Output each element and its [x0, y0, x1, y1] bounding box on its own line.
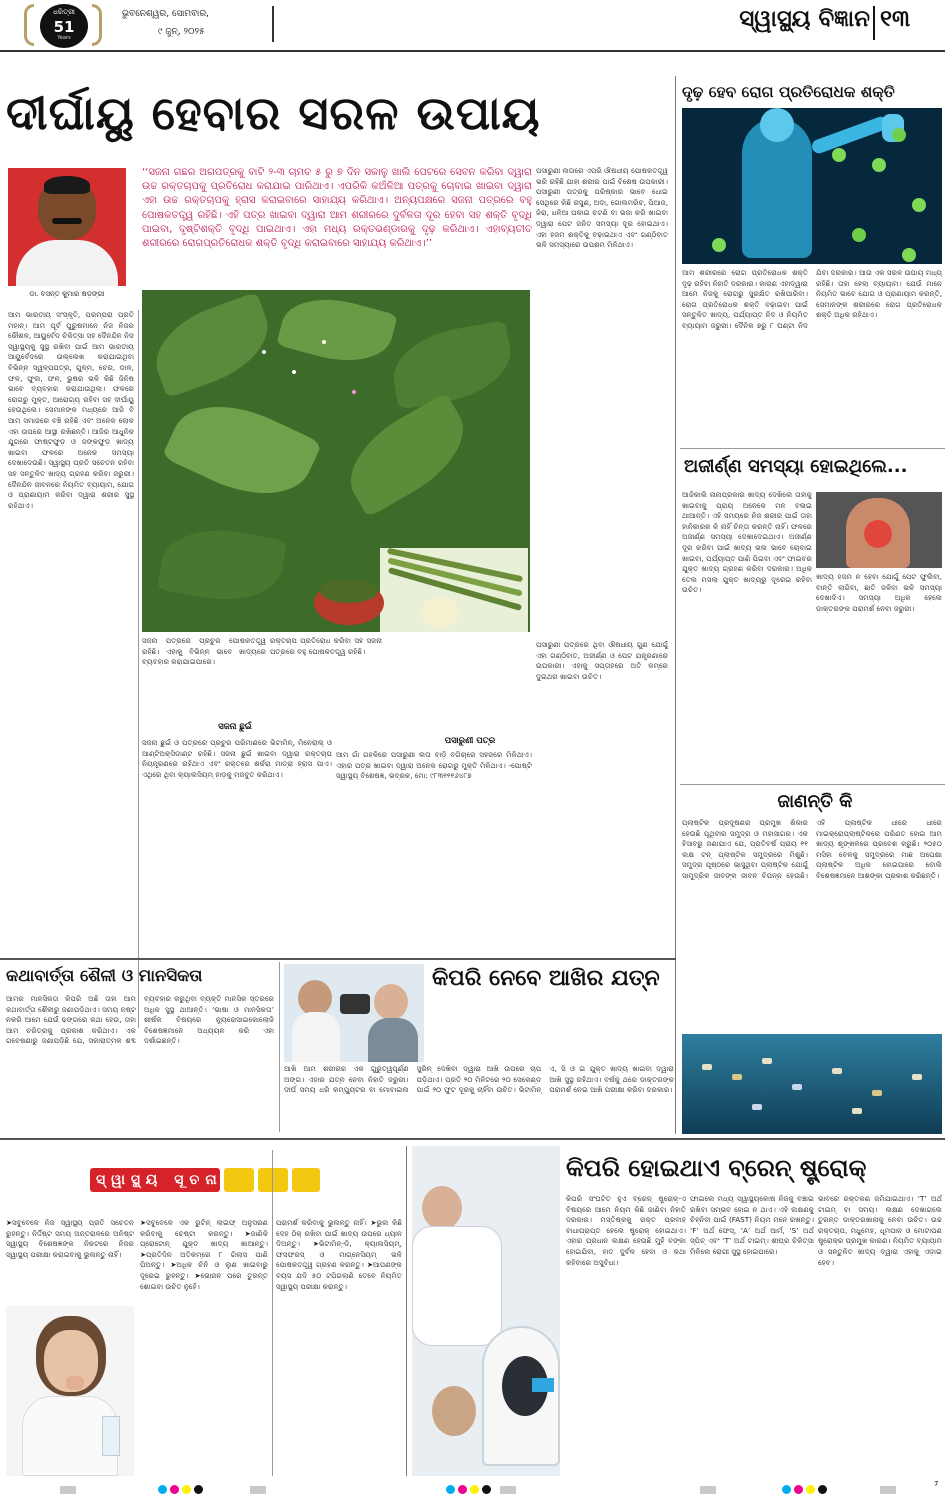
anniversary-logo: ଧରିତ୍ରୀ 51 Years [22, 2, 106, 50]
print-bar [700, 1486, 716, 1494]
immunity-body: ଆମ ଶରୀରରେ ରୋଗ ପ୍ରତିରୋଧକ ଶକ୍ତି ଦୃଢ଼ ରହିବା ନିହାତି ଦରକାର। କାରଣ ଏହାଦ୍ୱାରା ଆମେ ନିଜକୁ ରୋଗରୁ ସୁରକ୍ଷିତ ରଖିପାରିବା। ରୋଗ ପ୍ରତିରୋଧକ ଶକ୍ତି ବଢ଼ାଇବା ପାଇଁ ସନ୍ତୁଳିତ ଖାଦ୍ୟ, ପର୍ଯ୍ୟାପ୍ତ ନିଦ ଓ ନିୟମିତ ବ୍ୟାୟାମ ଜରୁରୀ। ଦୈନିକ ୭ରୁ ୮ ଘଣ୍ଟା ନିଦ ଯିବା ଦରକାର। ଆଉ ଏକ ସରଳ ଉପାୟ ମଧ୍ୟ ରହିଛି। ତାହା ହେଲା ବ୍ୟାୟାମ। ଯେଉଁ ମାନେ ନିୟମିତ ଭାବେ ଯୋଗ ଓ ପ୍ରାଣାୟାମ କରନ୍ତି, ସେମାନଙ୍କ ଶରୀରରେ ରୋଗ ପ୍ରତିରୋଧକ ଶକ୍ତି ଅଧିକ ରହିଥାଏ। [682, 268, 942, 330]
woman-pill-photo [6, 1306, 134, 1476]
subhead-pasaruni: ପସାରୁଣୀ ପତ୍ର [444, 736, 496, 746]
brain-scan-photo [412, 1146, 560, 1476]
tips-body-col1: ➤ସବୁବେଳେ ନିଜ ସ୍ୱାସ୍ଥ୍ୟ ପ୍ରତି ସଚେତନ ରୁହନ୍ତୁ। ନିର୍ଦ୍ଦିଷ୍ଟ ସମୟ ଅନ୍ତରାଳରେ ଅନିଷ୍ଟ ସ୍ୱାସ୍ଥ୍ୟ ବିଶେଷଜ୍ଞଙ୍କ ନିକଟରେ ନିଜର ସ୍ୱାସ୍ଥ୍ୟ ପରୀକ୍ଷା କରାଇବାକୁ ଭୁଲନ୍ତୁ ନାହିଁ। [6, 1218, 134, 1259]
lead-body-col2-lower: ପସାରୁଣୀ ପତ୍ରରେ ଥିବା ଔଷଧୀୟ ଗୁଣ ଯୋଗୁଁ ଏହା ଗଣ୍ଠିବାତ, ଅଜୀର୍ଣ୍ଣ ଓ ପେଟ ଯନ୍ତ୍ରଣାରେ ଉପକାରୀ। ଏହାକୁ ସପ୍ତାହରେ ଅତି କମ୍‌ରେ ଦୁଇଥର ଖାଇବା ଉଚିତ। [536, 640, 668, 681]
cyan-dot [446, 1485, 455, 1494]
dateline-place: ଭୁବନେଶ୍ୱର, ସୋମବାର, [122, 9, 210, 19]
yellow-dot [182, 1485, 191, 1494]
lead-body-col3: ରକ୍ତଚାପ ପ୍ରତିରୋଧ କରିବା ସହ ସଜନା ପତ୍ରରେ ବହୁ ପୋଷକତତ୍ତ୍ୱ ରହିଛି। [270, 636, 382, 656]
mind-headline: କଥାବାର୍ତ୍ତା ଶୈଳୀ ଓ ମାନସିକତା [6, 966, 203, 985]
stroke-headline: କିପରି ହୋଇଥାଏ ବ୍ରେନ୍ ଷ୍ଟ୍ରୋକ୍ [566, 1154, 867, 1182]
lead-body-sub1-intro: ସଜନା ପତ୍ରରେ ପ୍ରଚୁର ପୋଷକତତ୍ତ୍ୱ ରହିଛି। ଏହାକୁ ବିଭିନ୍ନ ଭାବେ ଖାଦ୍ୟରେ ବ୍ୟବହାର କରାଯାଇପାରେ। [142, 636, 266, 667]
magenta-dot [170, 1485, 179, 1494]
moringa-powder-bowl [310, 575, 390, 630]
pullquote: ‘‘ସଜନା ଗଛର ଅଗପତ୍ରକୁ ବାଟି ୨-୩ ଚାମଚ ୫ ରୁ ୭ ଦିନ ସକାଳୁ ଖାଲି ପେଟରେ ସେବନ କରିବା ଦ୍ୱାରା ଉଚ୍ଚ ରକ୍ତଚାପକୁ ପ୍ରତିରୋଧ କରାଯାଇ ପାରିଥାଏ। ଏପରିକି କଅଁଳିଆ ପତ୍ରକୁ ଚୋବାଇ ଖାଇବା ଦ୍ୱାରା ଏହା ଉଚ୍ଚ ରକ୍ତଚାପକୁ ହ୍ରାସ କରାଇବାରେ ସାହାଯ୍ୟ କରିଥାଏ। ଅନ୍ୟପକ୍ଷରେ ସଜନା ପତ୍ରରେ ବହୁ ପୋଷକତତ୍ତ୍ୱ ରହିଛି। ଏହି ପତ୍ର ଖାଇବା ଦ୍ୱାରା ଆମ ଶରୀରରେ ଦୁର୍ବଳତା ଦୂର ହେବା ସହ ଶକ୍ତି ବୃଦ୍ଧି ପାଇବା, ଦୃଷ୍ଟିଶକ୍ତି ବୃଦ୍ଧି ପାଇଥାଏ। ଏହା ମଧ୍ୟ ରକ୍ତଭଣ୍ଡାରକୁ ଦୃଢ଼ କରିଥାଏ। ଏହାବ୍ୟତୀତ ଶରୀରରେ ରୋଗପ୍ରତିରୋଧକ ଶକ୍ତି ବୃଦ୍ଧି କରାଇବାରେ ସାହାଯ୍ୟ କରିଥାଏ।’’ [142, 167, 532, 250]
page-mark: 7 [934, 1480, 939, 1488]
yellow-dot [806, 1485, 815, 1494]
dateline-date: ୯ ଜୁନ୍, ୨୦୨୫ [158, 27, 205, 37]
immunity-photo [682, 108, 942, 264]
print-bar [500, 1486, 516, 1494]
section-title: ସ୍ୱାସ୍ଥ୍ୟ ବିଜ୍ଞାନ [739, 6, 870, 32]
print-bar [250, 1486, 266, 1494]
yellow-dot [470, 1485, 479, 1494]
know-body: ପ୍ଲାଷ୍ଟିକ ପ୍ରଦୂଷଣର ପ୍ରମୁଖ ଶିକାର ହେଉଛି ପୃଥିବୀର ସମୁଦ୍ର ଓ ମହାସାଗର। ଏକ ହିସାବରୁ ଜଣାଯାଏ ଯେ, ପ୍ରତିବର୍ଷ ପ୍ରାୟ ୧୧ ଲକ୍ଷ ଟନ୍ ପ୍ଲାଷ୍ଟିକ ସମୁଦ୍ରରେ ମିଶୁଛି। ସମୁଦ୍ର ପୃଷ୍ଠରେ ଭାସୁଥିବା ପ୍ଲାଷ୍ଟିକ ଯୋଗୁଁ ସାମୁଦ୍ରିକ ଜୀବଙ୍କ ଜୀବନ ବିପନ୍ନ ହେଉଛି। ଏହି ପ୍ଲାଷ୍ଟିକ ଧୀରେ ଧୀରେ ମାଇକ୍ରୋପ୍ଲାଷ୍ଟିକରେ ପରିଣତ ହୋଇ ଆମ ଖାଦ୍ୟ ଶୃଙ୍ଖଳରେ ପ୍ରବେଶ କରୁଛି। ୨୦୫୦ ମସିହା ବେଳକୁ ସମୁଦ୍ରରେ ମାଛ ଅପେକ୍ଷା ପ୍ଲାଷ୍ଟିକ ଅଧିକ ହୋଇପାରେ ବୋଲି ବିଶେଷଜ୍ଞମାନେ ଆଶଙ୍କା ପ୍ରକାଶ କରିଛନ୍ତି। [682, 818, 942, 880]
print-bar [60, 1486, 76, 1494]
masthead [0, 0, 945, 76]
author-photo [8, 168, 126, 286]
print-bar [880, 1486, 896, 1494]
cyan-dot [158, 1485, 167, 1494]
indigestion-body-col1: ଆଜିକାଲି ନାନାପ୍ରକାର ଖାଦ୍ୟ ଦେଖିଲେ ତାହାକୁ ଖାଇବାକୁ ପ୍ରାୟ ଅନେକେ ମନ ବଳାଇ ଥାଆନ୍ତି। ଏହି ସମୟରେ ନିଜ ଶରୀର ପାଇଁ ତାହା ହାନିକାରକ କି ନାହିଁ ଚିନ୍ତା କରନ୍ତି ନାହିଁ। ଫଳରେ ଅଜୀର୍ଣ୍ଣ ସମସ୍ୟା ଦେଖାଦେଇଥାଏ। ଅଜୀର୍ଣ୍ଣ ଦୂର କରିବା ପାଇଁ ଖାଦ୍ୟ ଭଲ ଭାବେ ଚୋବାଇ ଖାଇବା, ପର୍ଯ୍ୟାପ୍ତ ପାଣି ପିଇବା ଏବଂ ଫାଇବର ଯୁକ୍ତ ଖାଦ୍ୟ ଗ୍ରହଣ କରିବା ଦରକାର। ଅଧିକ ତେଲ ମସଲା ଯୁକ୍ତ ଖାଦ୍ୟରୁ ଦୂରେଇ ରହିବା ଉଚିତ। [682, 490, 812, 595]
ocean-plastic-photo [682, 1034, 942, 1134]
magenta-dot [794, 1485, 803, 1494]
subhead-drumstick: ସଜନା ଛୁଇଁ [218, 722, 252, 732]
magenta-dot [458, 1485, 467, 1494]
lead-body-col2: ପସାରୁଣୀ ଲତାରେ ଏପରି ଔଷଧୀୟ ପୋଷକତତ୍ତ୍ୱ ଭରି ରହିଛି ଯାହା ଶରୀର ପାଇଁ ବିଶେଷ ଉପକାରୀ। ପସାରୁଣୀ ପତ୍ରକୁ ପରିଷ୍କାର ଭାବେ ଧୋଇ ସେଥିରେ କିଛି ରସୁଣ, ଅଦା, ଗୋଲମରିଚ, ପିଆଜ, ଜିରା, ଧନିଆ ପକାଇ ଚଟଣି ବା ଭଜା କରି ଖାଇବା ଦ୍ୱାରା ପେଟ ଜନିତ ସମସ୍ୟା ଦୂର ହୋଇଥାଏ। ଏହା ହଜମ ଶକ୍ତିକୁ ବଢ଼ାଇଥାଏ ଏବଂ ଗଣ୍ଠିବାତ ଭଳି ସମସ୍ୟାରେ ଉପଶମ ମିଳିଥାଏ। [536, 166, 668, 250]
stroke-body-col1: କିପରି ସଂଘଟିତ ହୁଏ ବ୍ରେନ୍ ଷ୍ଟ୍ରୋକ୍-ଏ ବିଷୟରେ ଆମେ ନିୟମ କିଛି ଜାଣିବା ନିହାତି ଦରକାର। ମସ୍ତିଷ୍କକୁ ରକ୍ତ ପ୍ରବାହ ବାଧାପ୍ରାପ୍ତ ହେଲେ ଷ୍ଟ୍ରୋକ୍ ହୋଇଥାଏ। ଏହାର ପ୍ରଧାନ ଲକ୍ଷଣ ହେଉଛି ମୁହଁ ବଙ୍କା ହୋଇଯିବା, ହାତ ଦୁର୍ବଳ ହେବା ଓ କଥା କହିବାରେ ଅସୁବିଧା। [566, 1194, 686, 1267]
eyes-headline: କିପରି ନେବେ ଆଖିର ଯତ୍ନ [432, 966, 660, 991]
black-dot [818, 1485, 827, 1494]
eye-exam-photo [284, 964, 424, 1062]
know-headline: ଜାଣନ୍ତି କି [777, 791, 853, 812]
stroke-body-col2: ଫାଇଲେ ମଧ୍ୟ ସ୍ୱାସ୍ଥ୍ୟକୋଷ ନିଜକୁ ବଞ୍ଚାଇ ରଖିବା ସମ୍ଭବ ହୋଇ ନ ଥାଏ। ଏହି ଲକ୍ଷଣକୁ ଚିହ୍ନିବା ପାଇଁ (FAST) ନିୟମ ମନେ ରଖନ୍ତୁ। ‘F’ ଅର୍ଥ ଫେସ୍, ‘A’ ଅର୍ଥ ଆର୍ମ, ‘S’ ଅର୍ଥ ସ୍ପିଚ୍ ଏବଂ ‘T’ ଅର୍ଥ ଟାଇମ୍। ଶୀଘ୍ର ଚିକିତ୍ସା ମିଳିଲେ ରୋଗୀ ସୁସ୍ଥ ହୋଇପାରେ। [690, 1194, 814, 1256]
cyan-dot [782, 1485, 791, 1494]
eyes-body: ଆଖି ଆମ ଶରୀରର ଏକ ଗୁରୁତ୍ୱପୂର୍ଣ୍ଣ ଅଙ୍ଗ। ଏହାର ଯତ୍ନ ନେବା ନିହାତି ଜରୁରୀ। ଦୀର୍ଘ ସମୟ ଧରି କମ୍ପ୍ୟୁଟର ବା ମୋବାଇଲ ସ୍କ୍ରିନ୍ ଦେଖିବା ଦ୍ୱାରା ଆଖି ଉପରେ ଚାପ ପଡ଼ିଥାଏ। ପ୍ରତି ୨୦ ମିନିଟରେ ୨୦ ସେକେଣ୍ଡ ପାଇଁ ୨୦ ଫୁଟ ଦୂରକୁ ଚାହିଁବା ଉଚିତ। ଭିଟାମିନ୍ ଏ, ସି ଓ ଇ ଯୁକ୍ତ ଖାଦ୍ୟ ଖାଇବା ଦ୍ୱାରା ଆଖି ସୁସ୍ଥ ରହିଥାଏ। ବର୍ଷକୁ ଥରେ ଡାକ୍ତରଙ୍କ ପରାମର୍ଶ ନେଇ ଆଖି ପରୀକ୍ଷା କରିବା ଦରକାର। [284, 1064, 674, 1095]
immunity-headline: ଦୃଢ଼ ହେବ ରୋଗ ପ୍ରତିରୋଧକ ଶକ୍ତି [682, 83, 895, 101]
lead-body-col1: ଆମ ଭାରତୀୟ ସଂସ୍କୃତି, ପରମ୍ପରା ପ୍ରତି ମହାନ୍। ଆମ ପୂର୍ବ ପୁରୁଷମାନେ ନିଜ ନିଜର କୌଶଳ, ଆୟୁର୍ବେଦ ଚିକିତ୍ସା ସହ ଦୈନନ୍ଦିନ ନିଜ ସ୍ୱାସ୍ଥ୍ୟକୁ ସୁସ୍ଥ ରଖିବା ପାଇଁ ଆମ ଭାରତୀୟ ଆୟୁର୍ବେଦରେ ଉଲ୍ଲେଖ କରାଯାଇଥିବା ବିଭିନ୍ନ ସ୍ୱଳ୍ପପତ୍ର, ଗୁଳ୍ମ, ଚେର, ଡାଳ, ଫଳ, ଫୁଲ, ଫଳ, ଭୁଷର ଭଳି କିଛି ଜିନିଷ ଭାବେ ବ୍ୟବହାର କରାଯାଉଥିଲା। ଫଳରେ ରୋଗରୁ ମୁକ୍ତ, ଆରୋଗ୍ୟ ରହିବା ସହ ଦୀର୍ଘାୟୁ ହେଉଥିଲେ। ସେମାନଙ୍କ ମଧ୍ୟରେ ଆଜି ବି ଆମ ସମାଜରେ ବଞ୍ଚି ରହିଛି ଏବଂ ଅନେକ ଲୋକ ଏହା ଉପରେ ଆସ୍ଥା ରଖିଛନ୍ତି। ଆଜିର ଆଧୁନିକ ଯୁଗରେ ଫାଷ୍ଟଫୁଡ଼ ଓ ଜଙ୍କଫୁଡ଼ ଖାଦ୍ୟ ଖାଇବା ଫଳରେ ଅନେକ ସମସ୍ୟା ଦେଖାଦେଉଛି। ସ୍ୱାସ୍ଥ୍ୟ ପ୍ରତି ସଚେତନ ରହିବା ସହ ସନ୍ତୁଳିତ ଖାଦ୍ୟ ଗ୍ରହଣ କରିବା ଜରୁରୀ। ଦୈନନ୍ଦିନ ଜୀବନରେ ନିୟମିତ ବ୍ୟାୟାମ, ଯୋଗ ଓ ପ୍ରାଣାୟାମ କରିବା ଦ୍ୱାରା ଶରୀର ସୁସ୍ଥ ରହିଥାଏ। [8, 310, 134, 510]
black-dot [482, 1485, 491, 1494]
tips-badge: ସ୍ୱାସ୍ଥ୍ୟ ସୂଚନା [90, 1168, 320, 1192]
lead-body-sub1: ସଜନା ଛୁଇଁ ଓ ପତ୍ରରେ ପ୍ରଚୁର ପରିମାଣରେ ଭିଟାମିନ୍, ମିନେରାଲ୍ ଓ ଆଣ୍ଟିଅକ୍ସିଡାଣ୍ଟ ରହିଛି। ସଜନା ଛୁଇଁ ଖାଇବା ଦ୍ୱାରା ରକ୍ତଚାପ ନିୟନ୍ତ୍ରଣରେ ରହିଥାଏ ଏବଂ ରକ୍ତରେ ଶର୍କରା ମାତ୍ରା ହ୍ରାସ ପାଏ। ଏଥିରେ ଥିବା କ୍ୟାଲସିୟମ୍ ହାଡ଼କୁ ମଜବୁତ କରିଥାଏ। [142, 738, 332, 779]
stomach-pain-photo [816, 492, 942, 568]
mind-body: ଆମର ମାନସିକତା କିପରି ଅଛି ତାହା ଆମ କଥାବାର୍ତ୍ତା ଶୈଳୀରୁ ଜଣାପଡ଼ିଥାଏ। ସମୟ ନଷ୍ଟ ନକରି ଆମେ ଯେଉଁ ଢଙ୍ଗରେ କଥା ହେଉ, ତାହା ଆମ ଚରିତ୍ରକୁ ପ୍ରକାଶ କରିଥାଏ। ଏକ ଗବେଷଣାରୁ ଜଣାପଡ଼ିଛି ଯେ, ସକାରାତ୍ମକ ଶବ୍ଦ ବ୍ୟବହାର କରୁଥିବା ବ୍ୟକ୍ତି ମାନସିକ ସ୍ତରରେ ଅଧିକ ସୁସ୍ଥ ଥାଆନ୍ତି। ‘ଭାଷା ଓ ମାନସିକତା’ ଶୀର୍ଷକ ବିଷୟରେ ନ୍ୟୁରୋସାଇକୋଲୋଜି ବିଶେଷଜ୍ଞମାନେ ଅଧ୍ୟୟନ କରି ଏହା ଦର୍ଶାଇଛନ୍ତି। [6, 994, 274, 1046]
indigestion-headline: ଅଜୀର୍ଣ୍ଣ ସମସ୍ୟା ହୋଇଥିଲେ... [684, 456, 908, 477]
indigestion-body-col2: ଖାଦ୍ୟ ହଜମ ନ ହେବା ଯୋଗୁଁ ପେଟ ଫୁଲିବା, ବାନ୍ତି ଲାଗିବା, ଛାତି ଜଳିବା ଭଳି ସମସ୍ୟା ଦେଖାଦିଏ। ସମସ୍ୟା ଅଧିକ ହେଲେ ଡାକ୍ତରଙ୍କ ପରାମର୍ଶ ନେବା ଜରୁରୀ। [816, 572, 942, 613]
drumstick-photo [380, 548, 528, 632]
stroke-body-col3: ଭାବରେ ରକ୍ତକଣ ଜମିଯାଇଥାଏ। ‘T’ ଅର୍ଥ ଟାଇମ୍ ବା ସମୟ। ଲକ୍ଷଣ ଦେଖାଗଲେ ତୁରନ୍ତ ଡାକ୍ତରଖାନାକୁ ନେବା ଉଚିତ। ଉଚ୍ଚ ରକ୍ତଚାପ, ମଧୁମେହ, ଧୂମପାନ ଓ ମୋଟାପଣ ଷ୍ଟ୍ରୋକ୍‌ର ପ୍ରମୁଖ କାରଣ। ନିୟମିତ ବ୍ୟାୟାମ ଓ ସନ୍ତୁଳିତ ଖାଦ୍ୟ ଦ୍ୱାରା ଏହାକୁ ଏଡ଼ାଇ ହେବ। [818, 1194, 942, 1267]
page-number: ୧୩ [880, 6, 911, 32]
lead-headline: ଦୀର୍ଘାୟୁ ହେବାର ସରଳ ଉପାୟ [6, 86, 541, 140]
author-caption: ଡା. ବସନ୍ତ କୁମାର ଷଡ଼ଙ୍ଗୀ [29, 290, 105, 298]
tips-body-col3: ପରାମର୍ଶ କରିବାକୁ ଭୁଲନ୍ତୁ ନାହିଁ। ➤ଭୁଲ କିଛି ଦେହ ଠିକ୍ ରଖିବା ପାଇଁ ଖାଦ୍ୟ ଉପରେ ଧ୍ୟାନ ଦିଅନ୍ତୁ। ➤ଭିଟାମିନ୍-ଡି, କ୍ୟାଲସିୟମ୍, ଫସଫରସ୍ ଓ ମାଗ୍ନେସିୟମ୍ ଭଳି ପୋଷକତତ୍ତ୍ୱ ଗ୍ରହଣ କରନ୍ତୁ। ➤ଆପଣଙ୍କ ବୟସ ଯଦି ୫୦ ଟପିଗଲାଣି ତେବେ ନିୟମିତ ସ୍ୱାସ୍ଥ୍ୟ ପରୀକ୍ଷା କରାନ୍ତୁ। [276, 1218, 402, 1291]
tips-body-col2: ➤ସବୁବେଳେ ଏକ ରୁଟିନ୍ ଲାଇଫ୍ ଅନୁସରଣ କରିବାକୁ ଚେଷ୍ଟା କରନ୍ତୁ। ➤ଜାଣିକି ପ୍ରୋଟୋନ୍ ଯୁକ୍ତ ଖାଦ୍ୟ ଖାଆନ୍ତୁ। ➤ପ୍ରତିଦିନ ଅତିକମ୍‌ରେ ୮ ଗିଲାସ ପାଣି ପିଅନ୍ତୁ। ➤ଅଧିକ ଚିନି ଓ ଲୁଣ ଖାଇବାରୁ ଦୂରେଇ ରୁହନ୍ତୁ। ➤ଭୋଜନ ପରେ ତୁରନ୍ତ ଶୋଇବା ଉଚିତ ନୁହେଁ। [140, 1218, 268, 1291]
black-dot [194, 1485, 203, 1494]
lead-body-sub2: ଆମ ଗାଁ ଗହଳିରେ ପସାରୁଣୀ ଲତା ବାଡ଼ି ବଗିଚାରେ ସହଜରେ ମିଳିଥାଏ। ଏହାର ପତ୍ର ଖାଇବା ଦ୍ୱାରା ଅନେକ ରୋଗରୁ ମୁକ୍ତି ମିଳିଥାଏ। -ପୋଷ୍ଟି ସ୍ୱାସ୍ଥ୍ୟ ବିଶେଷଜ୍ଞ, ଭଦ୍ରକ, ମୋ: ୯୮୩୧୧୧୬୪୮୭ [336, 750, 532, 781]
